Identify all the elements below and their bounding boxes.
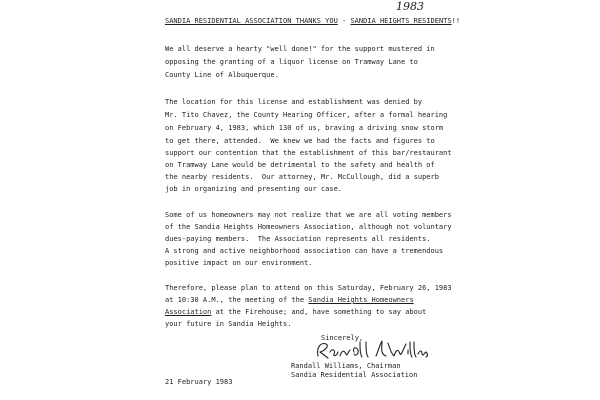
heading-separator: - <box>337 17 351 25</box>
handwritten-year-annotation: 1983 <box>396 0 424 13</box>
paragraph3-line2: of the Sandia Heights Homeowners Association, although not voluntary <box>165 223 452 231</box>
heading-part1: SANDIA RESIDENTIAL ASSOCIATION THANKS YOU <box>165 17 338 25</box>
signer-organization: Sandia Residential Association <box>291 371 418 379</box>
paragraph2-line1: The location for this license and establishment was denied by <box>165 98 423 106</box>
heading-suffix: !! <box>451 17 461 25</box>
paragraph3-line3: dues-paying members. The Association represents all residents. <box>165 235 431 243</box>
handwritten-signature <box>310 338 430 362</box>
heading-part2: SANDIA HEIGHTS RESIDENTS <box>350 17 452 25</box>
association-name-underlined: Sandia Heights Homeowners <box>308 296 414 304</box>
paragraph2-line8: job in organizing and presenting our case. <box>165 185 343 193</box>
paragraph4-line3-text: at the Firehouse; and, have something to say about <box>211 308 427 316</box>
paragraph4-line4: your future in Sandia Heights. <box>165 320 292 328</box>
paragraph1-line3: County Line of Albuquerque. <box>165 71 279 79</box>
closing-sincerely: Sincerely, <box>321 334 364 342</box>
paragraph2-line6: on Tramway Lane would be detrimental to the safety and health of <box>165 161 435 169</box>
paragraph4-line2 <box>165 296 414 305</box>
association-word-underlined: Association <box>165 308 212 316</box>
paragraph3-line1: Some of us homeowners may not realize that we are all voting members <box>165 211 452 219</box>
paragraph2-line5: support our contention that the establishment of this bar/restaurant <box>165 149 452 157</box>
letter-heading <box>165 17 460 26</box>
paragraph4-line3 <box>165 308 426 317</box>
paragraph1-line1: We all deserve a hearty "well done!" for the support mustered in <box>165 45 435 53</box>
paragraph1-line2: opposing the granting of a liquor license on Tramway Lane to <box>165 58 418 66</box>
paragraph4-line2-text: at 10:30 A.M., the meeting of the <box>165 296 309 304</box>
paragraph2-line2: Mr. Tito Chavez, the County Hearing Officer, after a formal hearing <box>165 111 448 119</box>
signer-name-title: Randall Williams, Chairman <box>291 362 401 370</box>
paragraph3-line5: positive impact on our environment. <box>165 259 313 267</box>
paragraph4-line1: Therefore, please plan to attend on this Saturday, February 26, 1983 <box>165 284 452 292</box>
letter-date: 21 February 1983 <box>165 378 233 386</box>
paragraph2-line4: to get there, attended. We knew we had the facts and figures to <box>165 137 435 145</box>
paragraph2-line7: the nearby residents. Our attorney, Mr. McCullough, did a superb <box>165 173 439 181</box>
paragraph3-line4: A strong and active neighborhood association can have a tremendous <box>165 247 444 255</box>
paragraph2-line3: on February 4, 1983, which 130 of us, braving a driving snow storm <box>165 124 444 132</box>
